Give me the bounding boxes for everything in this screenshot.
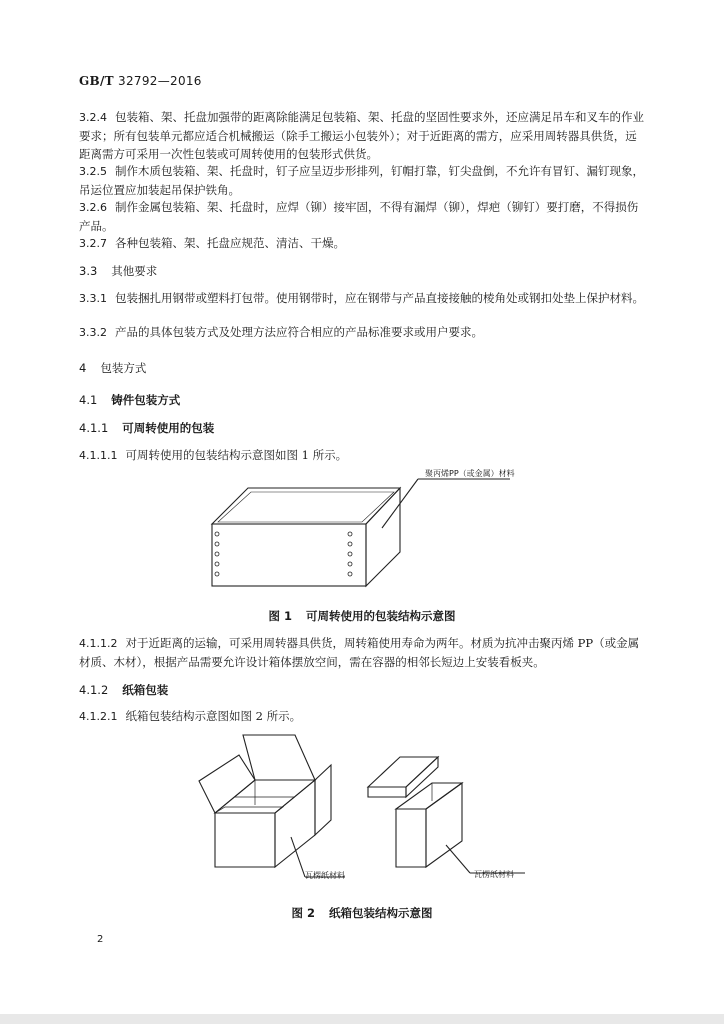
section-title: 包装方式 xyxy=(100,361,147,375)
figure-caption-text: 纸箱包装结构示意图 xyxy=(329,906,433,920)
section-title: 可周转使用的包装 xyxy=(122,421,215,435)
section-heading-4-1-1 xyxy=(79,419,214,437)
section-title: 其他要求 xyxy=(111,264,158,278)
figure-1-drawing xyxy=(200,462,530,597)
clause-number: 3.2.6 xyxy=(79,201,107,214)
clause-text: 纸箱包装结构示意图如图 2 所示。 xyxy=(125,709,302,723)
figure-number: 图 2 xyxy=(291,906,315,920)
figure-2-caption xyxy=(0,905,724,921)
clause-number: 4.1.1.1 xyxy=(79,449,118,462)
figure-caption-text: 可周转使用的包装结构示意图 xyxy=(306,609,456,623)
figure-2-right-material-label: 瓦楞纸材料 xyxy=(474,870,514,879)
figure-1-material-label: 聚丙烯PP（或金属）材料 xyxy=(425,469,515,478)
figure-number: 图 1 xyxy=(268,609,292,623)
page-bottom-edge xyxy=(0,1014,724,1024)
clause-text: 各种包装箱、架、托盘应规范、清洁、干燥。 xyxy=(115,236,345,250)
figure-2-carton-lid-drawing xyxy=(360,745,530,885)
clause-number: 4.1.2.1 xyxy=(79,710,118,723)
section-heading-4 xyxy=(79,359,146,377)
section-number: 3.3 xyxy=(79,264,98,278)
clause-4-1-2-1 xyxy=(79,707,644,726)
clause-text: 可周转使用的包装结构示意图如图 1 所示。 xyxy=(125,448,348,462)
section-number: 4 xyxy=(79,361,87,375)
section-number: 4.1.2 xyxy=(79,683,109,697)
figure-2-left-material-label: 瓦楞纸材料 xyxy=(305,871,345,880)
standard-number: 32792—2016 xyxy=(118,74,202,88)
page-number: 2 xyxy=(97,934,104,945)
clause-3-2-4 xyxy=(79,108,644,163)
section-number: 4.1.1 xyxy=(79,421,109,435)
clause-3-3-2 xyxy=(79,323,644,342)
clause-text: 产品的具体包装方式及处理方法应符合相应的产品标准要求或用户要求。 xyxy=(115,325,483,339)
standard-code: GB/T xyxy=(79,74,114,88)
figure-2-carton-open-drawing xyxy=(195,725,345,885)
clause-number: 4.1.1.2 xyxy=(79,637,118,650)
section-heading-4-1-2 xyxy=(79,681,168,699)
clause-3-2-5 xyxy=(79,162,644,199)
clause-text: 对于近距离的运输，可采用周转器具供货，周转箱使用寿命为两年。材质为抗冲击聚丙烯 PP（或金属材质、木材），根据产品需要允许设计箱体摆放空间，需在容器的相邻长短边上安装看板夹。 xyxy=(79,636,640,669)
clause-text: 制作金属包装箱、架、托盘时，应焊（铆）接牢固，不得有漏焊（铆），焊疤（铆钉）要打磨，不得损伤产品。 xyxy=(79,200,639,233)
clause-text: 包装捆扎用钢带或塑料打包带。使用钢带时，应在钢带与产品直接接触的棱角处或钢扣处垫上保护材料。 xyxy=(115,291,644,305)
page-header xyxy=(79,74,202,88)
section-heading-4-1 xyxy=(79,391,180,409)
clause-4-1-1-2 xyxy=(79,634,644,671)
clause-number: 3.3.2 xyxy=(79,326,107,339)
section-number: 4.1 xyxy=(79,393,98,407)
clause-number: 3.2.7 xyxy=(79,237,107,250)
clause-number: 3.2.5 xyxy=(79,165,107,178)
clause-number: 3.3.1 xyxy=(79,292,107,305)
section-title: 纸箱包装 xyxy=(122,683,169,697)
clause-3-3-1 xyxy=(79,289,644,308)
figure-1-caption xyxy=(0,608,724,624)
clause-3-2-6 xyxy=(79,198,644,235)
clause-number: 3.2.4 xyxy=(79,111,107,124)
clause-3-2-7 xyxy=(79,234,644,253)
clause-text: 制作木质包装箱、架、托盘时，钉子应呈迈步形排列，钉帽打靠，钉尖盘倒，不允许有冒钉、漏钉现象，吊运位置应加装起吊保护铁角。 xyxy=(79,164,644,197)
section-heading-3-3 xyxy=(79,262,157,280)
clause-text: 包装箱、架、托盘加强带的距离除能满足包装箱、架、托盘的坚固性要求外，还应满足吊车和叉车的作业要求；所有包装单元都应适合机械搬运（除手工搬运小包装外）；对于近距离的需方，应采用周转器具供货，远距离需方可采用一次性包装或可周转使用的包装形式供货。 xyxy=(79,110,644,161)
section-title: 铸件包装方式 xyxy=(111,393,181,407)
